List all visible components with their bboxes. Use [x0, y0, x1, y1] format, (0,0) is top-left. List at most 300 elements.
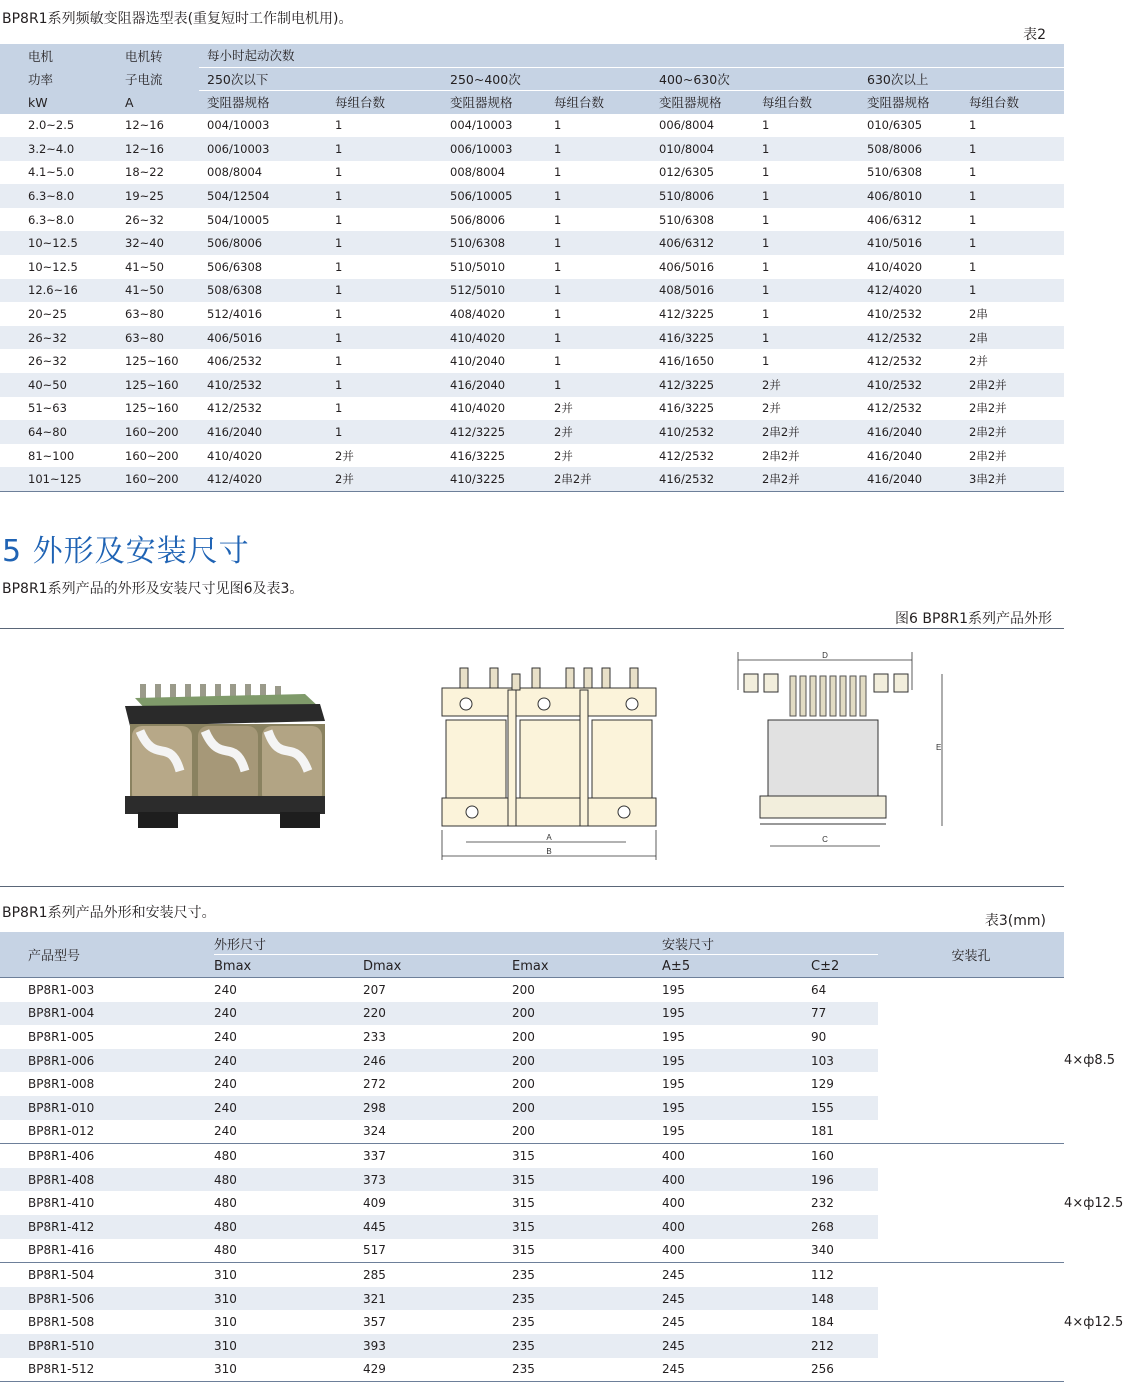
header-range-4: 630次以上: [859, 67, 1064, 91]
table-cell: 40~50: [0, 373, 111, 397]
terminals: [460, 668, 638, 690]
table-cell: 245: [662, 1287, 811, 1311]
table-cell: 315: [512, 1168, 662, 1192]
table-cell: 129: [811, 1077, 834, 1092]
table-cell: 2并: [554, 448, 573, 463]
table-cell: 408/4020: [450, 307, 506, 322]
table-cell: 409: [363, 1196, 386, 1211]
table-cell: 1: [335, 184, 442, 208]
table-cell: 195: [662, 1077, 685, 1092]
table-row: [0, 397, 1064, 421]
table-cell: 416/3225: [659, 401, 715, 416]
fins: [790, 676, 866, 716]
table-cell: 125~160: [111, 373, 199, 397]
table-cell: 1: [762, 118, 770, 133]
table3-caption: BP8R1系列产品外形和安装尺寸。: [2, 905, 216, 921]
table-cell: 1: [554, 259, 562, 274]
header-rotor-current-3: A: [111, 91, 199, 114]
table-cell: 416/2040: [859, 420, 969, 444]
table-row: [0, 231, 1064, 255]
dimension-c-label: C: [822, 835, 828, 844]
table-cell: 517: [363, 1243, 386, 1258]
table-cell: 416/3225: [651, 326, 762, 350]
table-cell: 181: [811, 1124, 834, 1139]
header-dmax: Dmax: [363, 955, 512, 978]
table-cell: 2并: [554, 420, 651, 444]
table-cell: 2串2并: [969, 373, 1064, 397]
model-cell: BP8R1-003: [0, 978, 214, 1002]
table-cell: 400: [662, 1196, 685, 1211]
table-cell: 1: [335, 165, 343, 180]
header-outline: 外形尺寸: [214, 932, 662, 955]
table-cell: 235: [512, 1315, 535, 1330]
model-cell: BP8R1-416: [28, 1243, 95, 1258]
table-cell: 200: [512, 1002, 662, 1026]
table-cell: 508/8006: [859, 137, 969, 161]
table-cell: 1: [969, 184, 1064, 208]
table-cell: 1: [335, 118, 343, 133]
table-cell: 445: [363, 1215, 512, 1239]
table-row: [0, 420, 1064, 444]
table-cell: 508/6308: [199, 279, 335, 303]
table-cell: 245: [662, 1362, 685, 1377]
table-row: [0, 467, 1064, 491]
table-cell: 64: [811, 978, 878, 1002]
table-cell: 3串2并: [969, 467, 1064, 491]
table-cell: 196: [811, 1168, 878, 1192]
table-cell: 310: [214, 1287, 363, 1311]
table-cell: 235: [512, 1362, 535, 1377]
table-cell: 416/2040: [859, 467, 969, 491]
table-cell: 008/8004: [450, 165, 506, 180]
table-cell: 200: [512, 1049, 662, 1073]
table-cell: 268: [811, 1215, 878, 1239]
table-cell: 2并: [554, 401, 573, 416]
table-cell: 480: [214, 1168, 363, 1192]
table-cell: 2串: [969, 326, 1064, 350]
table-row: [0, 137, 1064, 161]
table-cell: 1: [554, 184, 651, 208]
table-cell: 200: [512, 1096, 662, 1120]
table-cell: 510/5010: [450, 259, 506, 274]
table-cell: 1: [554, 137, 651, 161]
selection-table: [0, 44, 1064, 492]
section-description: BP8R1系列产品的外形及安装尺寸见图6及表3。: [2, 581, 304, 597]
table-cell: 315: [512, 1144, 662, 1168]
table-cell: 1: [335, 279, 442, 303]
table-row: [0, 373, 1064, 397]
model-cell: BP8R1-408: [0, 1168, 214, 1192]
table-cell: 406/2532: [207, 354, 263, 369]
table-cell: 004/10003: [450, 118, 513, 133]
header-count: 每组台数: [335, 91, 442, 114]
model-cell: BP8R1-004: [0, 1002, 214, 1026]
header-bmax: Bmax: [214, 955, 363, 978]
table-cell: 004/10003: [207, 118, 270, 133]
table-cell: 315: [512, 1196, 535, 1211]
table-cell: 410/2040: [450, 354, 506, 369]
table-cell: 1: [762, 326, 859, 350]
table2-label: 表2: [1023, 27, 1046, 43]
table-cell: 1: [335, 231, 442, 255]
header-count: 每组台数: [969, 91, 1064, 114]
table-cell: 416/1650: [659, 354, 715, 369]
table-cell: 125~160: [125, 401, 179, 416]
table-row: [0, 349, 1064, 373]
header-spec: 变阻器规格: [199, 91, 335, 114]
table-cell: 41~50: [125, 259, 164, 274]
table-cell: 240: [214, 1049, 363, 1073]
table-cell: 410/3225: [442, 467, 554, 491]
table-cell: 10~12.5: [0, 231, 111, 255]
table-cell: 2串2并: [969, 401, 1007, 416]
table-cell: 340: [811, 1243, 834, 1258]
table-cell: 406/8010: [859, 184, 969, 208]
table-cell: 1: [762, 165, 770, 180]
table-cell: 207: [363, 978, 512, 1002]
table-cell: 416/2040: [867, 448, 923, 463]
table-cell: 412/4020: [199, 467, 335, 491]
table-cell: 1: [969, 165, 977, 180]
table-cell: 1: [554, 165, 562, 180]
table-cell: 235: [512, 1334, 662, 1358]
table-cell: 51~63: [28, 401, 67, 416]
table-cell: 2串2并: [762, 420, 859, 444]
table-cell: 1: [554, 212, 562, 227]
model-cell: BP8R1-012: [28, 1124, 95, 1139]
table-cell: 412/3225: [651, 373, 762, 397]
model-cell: BP8R1-506: [0, 1287, 214, 1311]
table-cell: 240: [214, 978, 363, 1002]
table-cell: 32~40: [111, 231, 199, 255]
table-cell: 90: [811, 1029, 827, 1044]
table-cell: 410/2532: [199, 373, 335, 397]
table-cell: 2串2并: [762, 467, 859, 491]
table3-label: 表3(mm): [984, 913, 1046, 929]
table-cell: 200: [512, 1029, 535, 1044]
table-cell: 512/4016: [207, 307, 263, 322]
table-cell: 1: [762, 137, 859, 161]
header-emax: Emax: [512, 955, 662, 978]
table-cell: 400: [662, 1215, 811, 1239]
table-cell: 480: [214, 1243, 237, 1258]
model-cell: BP8R1-410: [28, 1196, 95, 1211]
table-cell: 010/6305: [867, 118, 923, 133]
table-cell: 1: [335, 373, 442, 397]
table-cell: 1: [969, 137, 1064, 161]
model-cell: BP8R1-006: [0, 1049, 214, 1073]
table-cell: 1: [335, 326, 442, 350]
header-motor-power-2: 功率: [0, 67, 111, 91]
table-cell: 373: [363, 1168, 512, 1192]
table-cell: 410/4020: [867, 259, 923, 274]
table-cell: 2并: [335, 448, 354, 463]
model-cell: BP8R1-005: [28, 1029, 95, 1044]
table-cell: 63~80: [111, 326, 199, 350]
table-cell: 2串2并: [554, 467, 651, 491]
table-cell: 321: [363, 1287, 512, 1311]
table-cell: 410/2532: [651, 420, 762, 444]
table-cell: 195: [662, 978, 811, 1002]
table-cell: 510/6308: [659, 212, 715, 227]
model-cell: BP8R1-512: [28, 1362, 95, 1377]
table-row: [0, 114, 1064, 138]
spacer-cell: [878, 1263, 1064, 1382]
table-cell: 64~80: [0, 420, 111, 444]
table-cell: 2并: [969, 354, 988, 369]
table-cell: 400: [662, 1168, 811, 1192]
table-cell: 315: [512, 1215, 662, 1239]
table-cell: 26~32: [0, 326, 111, 350]
table-cell: 2串2并: [762, 448, 800, 463]
header-rotor-current-1: 电机转: [111, 44, 199, 67]
table-cell: 506/10005: [442, 184, 554, 208]
table-cell: 1: [969, 279, 1064, 303]
table-cell: 506/8006: [450, 212, 506, 227]
table-cell: 506/6308: [207, 259, 263, 274]
table-cell: 006/8004: [659, 118, 715, 133]
header-starts-per-hour: 每小时起动次数: [199, 44, 1064, 67]
table-row: [0, 184, 1064, 208]
table-cell: 480: [214, 1215, 363, 1239]
table-cell: 285: [363, 1263, 512, 1287]
table-cell: 26~32: [28, 354, 67, 369]
table-row: BP8R1-406 480 337 315 400 160 4×ф12.5: [0, 1144, 1064, 1168]
model-cell: BP8R1-412: [0, 1215, 214, 1239]
table-cell: 12~16: [125, 118, 164, 133]
table-cell: 410/4020: [450, 401, 506, 416]
table-cell: 195: [662, 1029, 685, 1044]
table-cell: 406/6312: [867, 212, 923, 227]
table-cell: 2并: [762, 401, 781, 416]
table-cell: 337: [363, 1144, 512, 1168]
table-cell: 1: [762, 184, 859, 208]
table-cell: 1: [554, 326, 651, 350]
table-cell: 412/2532: [867, 401, 923, 416]
table-cell: 315: [512, 1243, 535, 1258]
table-cell: 155: [811, 1096, 878, 1120]
table-cell: 1: [969, 259, 977, 274]
header-hole: 安装孔: [878, 932, 1064, 978]
table-cell: 20~25: [28, 307, 67, 322]
table-cell: 410/4020: [442, 326, 554, 350]
table-cell: 012/6305: [659, 165, 715, 180]
table-cell: 233: [363, 1029, 386, 1044]
table-cell: 412/3225: [442, 420, 554, 444]
table-cell: 200: [512, 1124, 535, 1139]
table-cell: 103: [811, 1049, 878, 1073]
header-range-2: 250~400次: [442, 67, 651, 91]
header-range-1: 250次以下: [199, 67, 442, 91]
header-a: A±5: [662, 955, 811, 978]
model-cell: BP8R1-406: [0, 1144, 214, 1168]
table-cell: 10~12.5: [28, 259, 78, 274]
table-cell: 400: [662, 1243, 685, 1258]
table-cell: 81~100: [28, 448, 75, 463]
table-cell: 006/10003: [442, 137, 554, 161]
table-cell: 2串2并: [969, 420, 1064, 444]
table-cell: 1: [554, 354, 562, 369]
table-cell: 310: [214, 1334, 363, 1358]
table-cell: 1: [969, 231, 1064, 255]
table-cell: 416/2040: [199, 420, 335, 444]
spacer-cell: [878, 978, 1064, 1144]
table-cell: 504/12504: [199, 184, 335, 208]
table-cell: 008/8004: [207, 165, 263, 180]
table-cell: 480: [214, 1144, 363, 1168]
table-cell: 1: [335, 354, 343, 369]
header-range-3: 400~630次: [651, 67, 859, 91]
table-cell: 416/2532: [651, 467, 762, 491]
header-c: C±2: [811, 955, 878, 978]
header-spec: 变阻器规格: [442, 91, 554, 114]
header-install: 安装尺寸: [662, 932, 878, 955]
header-motor-power-1: 电机: [0, 44, 111, 67]
header-count: 每组台数: [554, 91, 651, 114]
dimension-table: [0, 932, 1123, 1382]
table-cell: 310: [214, 1315, 237, 1330]
header-spec: 变阻器规格: [651, 91, 762, 114]
table-cell: 160~200: [125, 448, 179, 463]
table-cell: 195: [662, 1124, 685, 1139]
table-cell: 41~50: [111, 279, 199, 303]
table-cell: 412/2532: [859, 326, 969, 350]
table-cell: 125~160: [125, 354, 179, 369]
table-cell: 220: [363, 1002, 512, 1026]
table-cell: 1: [762, 354, 770, 369]
table-cell: 63~80: [125, 307, 164, 322]
table-cell: 101~125: [0, 467, 111, 491]
table-row: [0, 279, 1064, 303]
table-cell: 1: [554, 118, 562, 133]
table-cell: 412/2532: [659, 448, 715, 463]
table-cell: 195: [662, 1002, 811, 1026]
table-cell: 010/8004: [651, 137, 762, 161]
table-cell: 310: [214, 1263, 363, 1287]
header-model: 产品型号: [0, 932, 214, 978]
table-cell: 245: [662, 1334, 811, 1358]
table-row: BP8R1-003 240 207 200 195 64 4×ф8.5: [0, 978, 1064, 1002]
table-cell: 235: [512, 1287, 662, 1311]
table-cell: 3.2~4.0: [0, 137, 111, 161]
model-cell: BP8R1-510: [0, 1334, 214, 1358]
table-cell: 246: [363, 1049, 512, 1073]
table-cell: 2串: [969, 307, 988, 322]
table-cell: 1: [762, 259, 770, 274]
table-cell: 212: [811, 1334, 878, 1358]
dimension-e-label: E: [936, 743, 942, 752]
divider: [0, 886, 1064, 887]
table-cell: 160: [811, 1144, 878, 1168]
table-cell: 240: [214, 1029, 237, 1044]
table-cell: 506/8006: [199, 231, 335, 255]
table-cell: 410/5016: [859, 231, 969, 255]
table-cell: 504/10005: [207, 212, 270, 227]
table-cell: 410/4020: [207, 448, 263, 463]
table-cell: 1: [335, 420, 442, 444]
side-view-drawing: [730, 646, 950, 850]
divider: [0, 628, 1064, 629]
table-cell: 160~200: [111, 467, 199, 491]
table-cell: 12~16: [111, 137, 199, 161]
dimension-a-label: A: [546, 833, 552, 842]
table-cell: 195: [662, 1096, 811, 1120]
table-cell: 232: [811, 1196, 834, 1211]
table-cell: 510/8006: [651, 184, 762, 208]
table-cell: 1: [762, 307, 770, 322]
figure-caption: 图6 BP8R1系列产品外形: [895, 611, 1052, 627]
table-cell: 6.3~8.0: [0, 184, 111, 208]
table-cell: 245: [662, 1315, 685, 1330]
table-cell: 195: [662, 1049, 811, 1073]
model-cell: BP8R1-008: [28, 1077, 95, 1092]
table-cell: 1: [335, 212, 343, 227]
table-cell: 148: [811, 1287, 878, 1311]
table-cell: 510/6308: [442, 231, 554, 255]
table-cell: 2串2并: [969, 448, 1007, 463]
table-cell: 256: [811, 1362, 834, 1377]
header-rotor-current-2: 子电流: [111, 67, 199, 91]
table-cell: 245: [662, 1263, 811, 1287]
table-cell: 1: [335, 401, 343, 416]
table-cell: 410/2532: [859, 373, 969, 397]
table-cell: 412/3225: [659, 307, 715, 322]
table-cell: 512/5010: [442, 279, 554, 303]
table-cell: 412/2532: [867, 354, 923, 369]
table-cell: 1: [335, 259, 343, 274]
table-cell: 6.3~8.0: [28, 212, 75, 227]
table-row: [0, 326, 1064, 350]
table-row: [0, 302, 1064, 326]
table-cell: 429: [363, 1362, 386, 1377]
table-cell: 416/3225: [450, 448, 506, 463]
table-cell: 1: [554, 307, 562, 322]
product-photo: [110, 676, 340, 836]
table-cell: 240: [214, 1096, 363, 1120]
table-cell: 393: [363, 1334, 512, 1358]
table-cell: 1: [969, 118, 977, 133]
table-row: [0, 208, 1064, 232]
table-cell: 400: [662, 1144, 811, 1168]
table-cell: 1: [554, 279, 651, 303]
table-cell: 1: [554, 231, 651, 255]
header-spec: 变阻器规格: [859, 91, 969, 114]
table-cell: 184: [811, 1315, 834, 1330]
table-cell: 2并: [335, 467, 442, 491]
table-cell: 1: [762, 231, 859, 255]
table-cell: 1: [335, 137, 442, 161]
table-cell: 357: [363, 1315, 386, 1330]
table-cell: 240: [214, 1002, 363, 1026]
table-row: [0, 444, 1064, 468]
table-cell: 240: [214, 1077, 237, 1092]
table-cell: 1: [762, 212, 770, 227]
table-cell: 1: [969, 212, 977, 227]
table-cell: 410/2532: [867, 307, 923, 322]
dimension-b-label: B: [546, 847, 552, 856]
table-cell: 1: [335, 307, 343, 322]
table-cell: 160~200: [111, 420, 199, 444]
table-cell: 406/5016: [659, 259, 715, 274]
table-cell: 412/2532: [207, 401, 263, 416]
table-cell: 1: [554, 373, 651, 397]
table-cell: 416/2040: [442, 373, 554, 397]
table-cell: 77: [811, 1002, 878, 1026]
header-motor-power-3: kW: [0, 91, 111, 114]
table-cell: 510/6308: [867, 165, 923, 180]
table-row: [0, 255, 1064, 279]
table-cell: 26~32: [125, 212, 164, 227]
